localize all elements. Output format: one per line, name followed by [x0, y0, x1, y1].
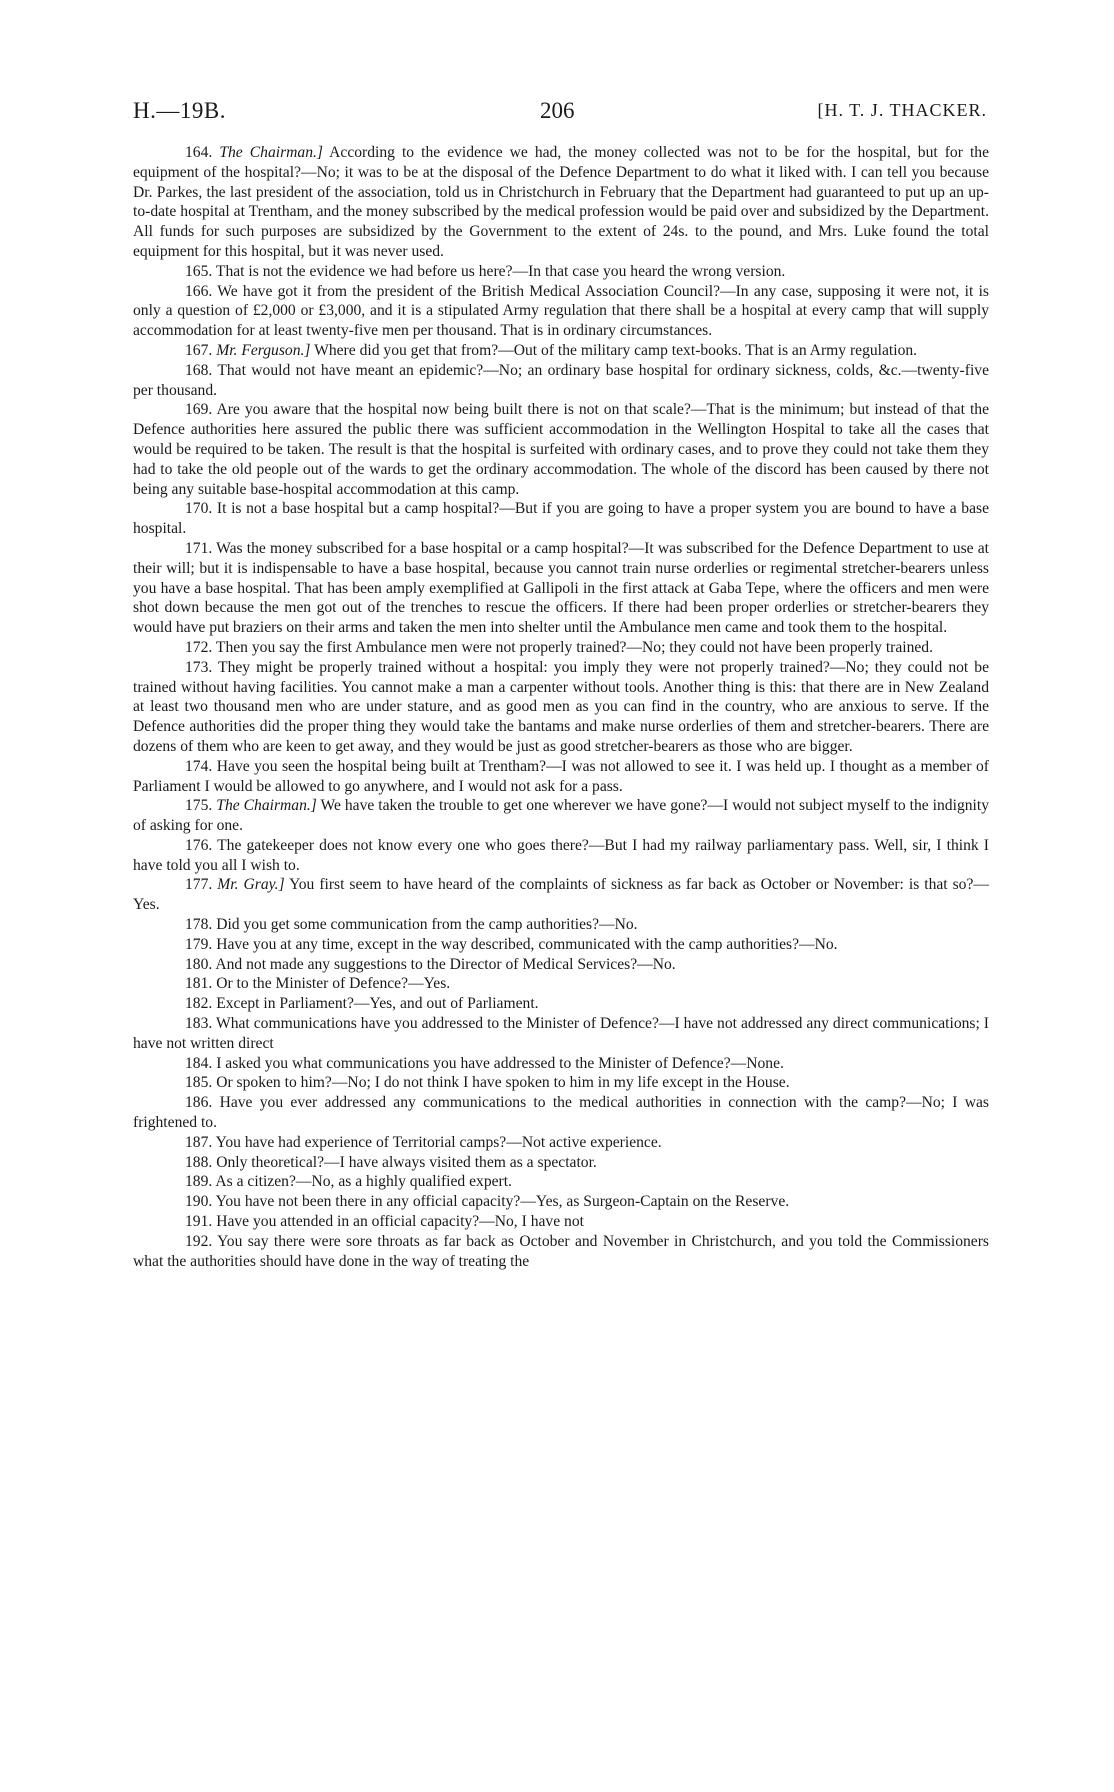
witness-name: [H. T. J. THACKER.: [817, 100, 987, 120]
speaker: The Chairman.]: [216, 797, 317, 815]
paragraph-187: [133, 1133, 989, 1153]
paragraph-180: [133, 955, 989, 975]
paragraph-165: [133, 262, 989, 282]
paragraph-text: Except in Parliament?—Yes, and out of Parliament.: [216, 995, 539, 1013]
paragraph-190: [133, 1192, 989, 1212]
paragraph-164: [133, 143, 989, 262]
document-reference: H.—19B.: [133, 98, 226, 123]
paragraph-text: Have you ever addressed any communications to the medical authorities in connection with the camp?—No; I was frightened to.: [133, 1094, 989, 1132]
question-number: 188.: [185, 1153, 213, 1171]
paragraph-text: I asked you what communications you have addressed to the Minister of Defence?—None.: [216, 1054, 784, 1072]
question-number: 187.: [185, 1133, 213, 1151]
question-number: 171.: [185, 539, 213, 557]
paragraph-174: [133, 757, 989, 797]
paragraph-172: [133, 638, 989, 658]
paragraph-183: [133, 1014, 989, 1054]
paragraph-text: Have you seen the hospital being built at Trentham?—I was not allowed to see it. I was held up. I thought as a member of Parliament I would be allowed to go anywhere, and I would not ask for a pass.: [133, 757, 989, 795]
paragraph-171: [133, 539, 989, 638]
paragraph-text: Have you at any time, except in the way described, communicated with the camp authorities?—No.: [216, 935, 838, 953]
paragraph-text: According to the evidence we had, the money collected was not to be for the hospital, but for the equipment of the hospital?—No; it was to be at the disposal of the Defence Department to do what it liked with. I can tell you because Dr. Parkes, the last president of the association, told us in Christchurch in February that the Department had guaranteed to put up an up-to-date hospital at Trentham, and the money subscribed by the medical profession would be paid over and subsidized by the Department. All funds for such purposes are subsidized by the Government to the extent of 24s. to the pound, and Mrs. Luke found the total equipment for this hospital, but it was never used.: [133, 144, 989, 260]
paragraph-189: [133, 1172, 989, 1192]
question-number: 177.: [185, 876, 213, 894]
paragraph-text: You have not been there in any official capacity?—Yes, as Surgeon-Captain on the Reserve.: [215, 1193, 790, 1211]
paragraph-text: They might be properly trained without a hospital: you imply they were not properly trained?—No; they could not be trained without having facilities. You cannot make a man a carpenter without tools. Another thing is this: that there are in New Zealand at least two thousand men who are under stature, and as good men as you can find in the country, who are anxious to serve. If the Defence authorities did the proper thing they would take the bantams and make nurse orderlies of them and stretcher-bearers. There are dozens of them who are keen to get away, and they would be just as good stretcher-bearers as those who are bigger.: [133, 658, 989, 755]
paragraph-181: [133, 974, 989, 994]
paragraph-178: [133, 915, 989, 935]
question-number: 176.: [185, 836, 213, 854]
question-number: 179.: [185, 935, 213, 953]
question-number: 184.: [185, 1054, 213, 1072]
question-number: 180.: [185, 955, 213, 973]
paragraph-text: Then you say the first Ambulance men were not properly trained?—No; they could not have been properly trained.: [215, 638, 934, 656]
paragraph-179: [133, 935, 989, 955]
paragraph-text: That would not have meant an epidemic?—No; an ordinary base hospital for ordinary sickness, colds, &c.—twenty-five per thousand.: [133, 361, 989, 399]
paragraph-166: [133, 282, 989, 341]
question-number: 186.: [185, 1094, 213, 1112]
question-number: 168.: [185, 361, 213, 379]
paragraph-text: You first seem to have heard of the complaints of sickness as far back as October or November: is that so?—Yes.: [133, 876, 989, 914]
paragraph-167: [133, 341, 989, 361]
question-number: 166.: [185, 282, 213, 300]
speaker: Mr. Gray.]: [217, 876, 285, 894]
paragraph-text: You say there were sore throats as far back as October and November in Christchurch, and you told the Commissioners what the authorities should have done in the way of treating the: [133, 1232, 989, 1270]
question-number: 170.: [185, 500, 213, 518]
paragraph-text: The gatekeeper does not know every one who goes there?—But I had my railway parliamentary pass. Well, sir, I think I have told you all I wish to.: [133, 836, 989, 874]
question-number: 185.: [185, 1074, 213, 1092]
paragraph-173: [133, 658, 989, 757]
paragraph-text: Did you get some communication from the camp authorities?—No.: [216, 916, 638, 934]
question-number: 169.: [185, 401, 213, 419]
paragraph-191: [133, 1212, 989, 1232]
paragraph-text: Or spoken to him?—No; I do not think I have spoken to him in my life except in the House.: [216, 1074, 790, 1092]
paragraph-text: Where did you get that from?—Out of the military camp text-books. That is an Army regulation.: [314, 341, 918, 359]
paragraph-text: It is not a base hospital but a camp hospital?—But if you are going to have a proper system you are bound to have a base hospital.: [133, 500, 989, 538]
speaker: Mr. Ferguson.]: [216, 341, 311, 359]
speaker: The Chairman.]: [219, 144, 323, 161]
question-number: 183.: [185, 1015, 213, 1033]
evidence-body: [133, 143, 989, 1271]
question-number: 167.: [185, 341, 213, 359]
paragraph-text: Have you attended in an official capacity?—No, I have not: [216, 1213, 584, 1231]
question-number: 191.: [185, 1213, 213, 1231]
question-number: 173.: [185, 658, 213, 676]
paragraph-text: Was the money subscribed for a base hospital or a camp hospital?—It was subscribed for the Defence Department to use at their will; but it is indispensable to have a base hospital, because you cannot train nurse orderlies or regimental stretcher-bearers unless you have a base hospital. That has been amply exemplified at Gallipoli in the first attack at Gaba Tepe, where the officers and men were shot down because the men got out of the trenches to rescue the officers. If there had been proper orderlies or stretcher-bearers they would have put braziers on their arms and taken the men into shelter until the Ambulance men came and took them to the hospital.: [133, 539, 989, 637]
question-number: 165.: [185, 262, 213, 280]
page-header: [0, 92, 1114, 132]
paragraph-170: [133, 499, 989, 539]
question-number: 178.: [185, 916, 213, 934]
paragraph-168: [133, 361, 989, 401]
paragraph-text: We have got it from the president of the British Medical Association Council?—In any case, supposing it were not, it is only a question of £2,000 or £3,000, and it is a stipulated Army regulation that there shall be a hospital at every camp that will supply accommodation for at least twenty-five men per thousand. That is in ordinary circumstances.: [133, 282, 989, 340]
paragraph-text: And not made any suggestions to the Director of Medical Services?—No.: [215, 955, 676, 973]
page-number: 206: [540, 98, 575, 123]
paragraph-182: [133, 994, 989, 1014]
paragraph-text: As a citizen?—No, as a highly qualified expert.: [215, 1173, 512, 1191]
paragraph-184: [133, 1054, 989, 1074]
paragraph-186: [133, 1093, 989, 1133]
question-number: 175.: [185, 797, 213, 815]
paragraph-text: Only theoretical?—I have always visited them as a spectator.: [216, 1153, 597, 1171]
question-number: 174.: [185, 757, 213, 775]
paragraph-185: [133, 1073, 989, 1093]
paragraph-text: We have taken the trouble to get one wherever we have gone?—I would not subject myself to the indignity of asking for one.: [133, 797, 989, 835]
question-number: 172.: [185, 638, 213, 656]
paragraph-text: What communications have you addressed to the Minister of Defence?—I have not addressed any direct communications; I have not written direct: [133, 1015, 989, 1052]
question-number: 192.: [185, 1232, 213, 1250]
paragraph-text: Or to the Minister of Defence?—Yes.: [216, 975, 451, 993]
paragraph-192: [133, 1232, 989, 1272]
question-number: 189.: [185, 1173, 213, 1191]
paragraph-169: [133, 400, 989, 499]
paragraph-176: [133, 836, 989, 876]
paragraph-175: [133, 796, 989, 836]
question-number: 181.: [185, 975, 213, 993]
paragraph-text: That is not the evidence we had before us here?—In that case you heard the wrong version.: [215, 262, 786, 280]
question-number: 190.: [185, 1193, 213, 1211]
question-number: 182.: [185, 995, 213, 1013]
paragraph-text: Are you aware that the hospital now being built there is not on that scale?—That is the minimum; but instead of that the Defence authorities here assured the public there was sufficient accommodation in the Wellington Hospital to take all the cases that would be required to be taken. The result is that the hospital is surfeited with ordinary cases, and to prove they could not take them they had to take the old people out of the wards to get the ordinary accommodation. The whole of the discord has been caused by there not being any suitable base-hospital accommodation at this camp.: [133, 401, 989, 498]
paragraph-177: [133, 875, 989, 915]
paragraph-text: You have had experience of Territorial camps?—Not active experience.: [215, 1133, 662, 1151]
question-number: 164.: [185, 144, 213, 161]
paragraph-188: [133, 1153, 989, 1173]
